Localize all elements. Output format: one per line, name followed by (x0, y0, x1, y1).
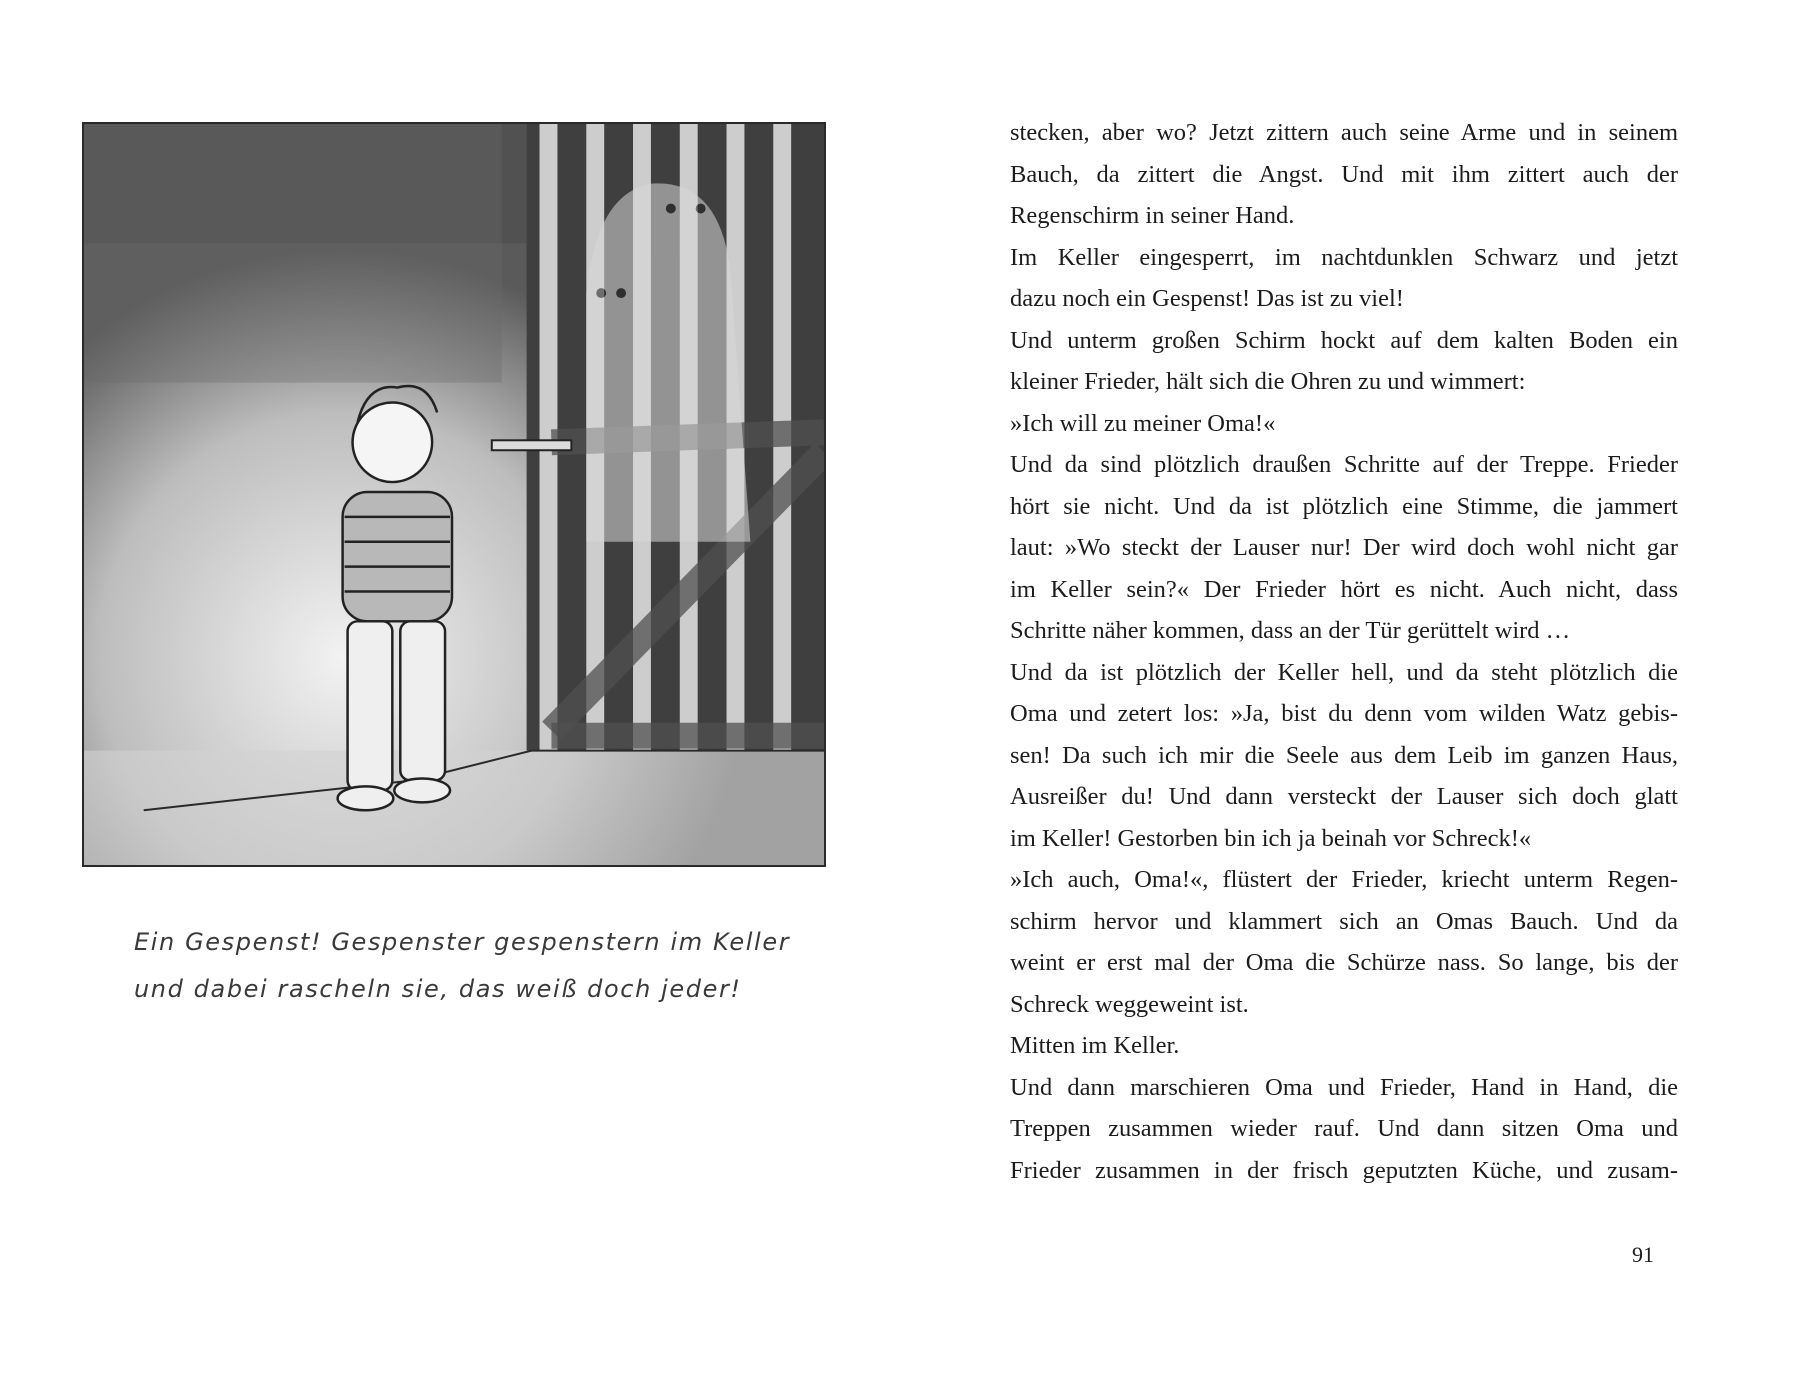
text-line: Und da ist plötzlich der Keller hell, und da steht plötzlich die (1010, 658, 1678, 686)
text-line: sen! Da such ich mir die Seele aus dem Leib im ganzen Haus, (1010, 741, 1678, 769)
text-line: Regenschirm in seiner Hand. (1010, 202, 1295, 229)
illustration-panel (82, 122, 826, 867)
text-line: im Keller sein?« Der Frieder hört es nicht. Auch nicht, dass (1010, 575, 1678, 603)
text-line: Ausreißer du! Und dann versteckt der Lauser sich doch glatt (1010, 783, 1678, 810)
text-line: »Ich will zu meiner Oma!« (1010, 409, 1276, 437)
door-handle (492, 440, 572, 450)
text-line: kleiner Frieder, hält sich die Ohren zu und wimmert: (1010, 368, 1526, 395)
text-line: schirm hervor und klammert sich an Omas Bauch. Und da (1010, 907, 1678, 935)
text-line: hört sie nicht. Und da ist plötzlich eine Stimme, die jammert (1010, 492, 1678, 520)
text-line: laut: »Wo steckt der Lauser nur! Der wird doch wohl nicht gar (1010, 534, 1678, 561)
text-line: Treppen zusammen wieder rauf. Und dann sitzen Oma und (1010, 1115, 1678, 1142)
page-number: 91 (1632, 1242, 1654, 1267)
text-line: stecken, aber wo? Jetzt zittern auch seine Arme und in seinem (1010, 119, 1678, 146)
caption-line: Ein Gespenst! Gespenster gespenstern im Keller (134, 928, 791, 956)
text-line: Oma und zetert los: »Ja, bist du denn vom wilden Watz gebis- (1010, 700, 1678, 727)
text-line: dazu noch ein Gespenst! Das ist zu viel! (1010, 285, 1404, 312)
illustration-caption (134, 920, 834, 1010)
text-line: Im Keller eingesperrt, im nachtdunklen Schwarz und jetzt (1010, 243, 1678, 271)
text-line: Schritte näher kommen, dass an der Tür gerüttelt wird … (1010, 617, 1571, 644)
caption-line: und dabei rascheln sie, das weiß doch jeder! (134, 975, 742, 1003)
text-line: weint er erst mal der Oma die Schürze nass. So lange, bis der (1010, 949, 1678, 976)
text-line: Mitten im Keller. (1010, 1032, 1180, 1059)
text-line: Schreck weggeweint ist. (1010, 990, 1249, 1018)
text-line: Und da sind plötzlich draußen Schritte auf der Treppe. Frieder (1010, 451, 1678, 478)
text-line: Bauch, da zittert die Angst. Und mit ihm zittert auch der (1010, 160, 1678, 188)
text-line: Frieder zusammen in der frisch geputzten Küche, und zusam- (1010, 1156, 1678, 1184)
text-line: im Keller! Gestorben bin ich ja beinah vor Schreck!« (1010, 824, 1532, 852)
cellar-ghost-illustration (84, 124, 824, 865)
text-line: »Ich auch, Oma!«, flüstert der Frieder, kriecht unterm Regen- (1010, 866, 1678, 893)
body-text (1010, 112, 1678, 1191)
text-line: Und unterm großen Schirm hockt auf dem kalten Boden ein (1010, 326, 1678, 354)
text-line: Und dann marschieren Oma und Frieder, Hand in Hand, die (1010, 1073, 1678, 1101)
